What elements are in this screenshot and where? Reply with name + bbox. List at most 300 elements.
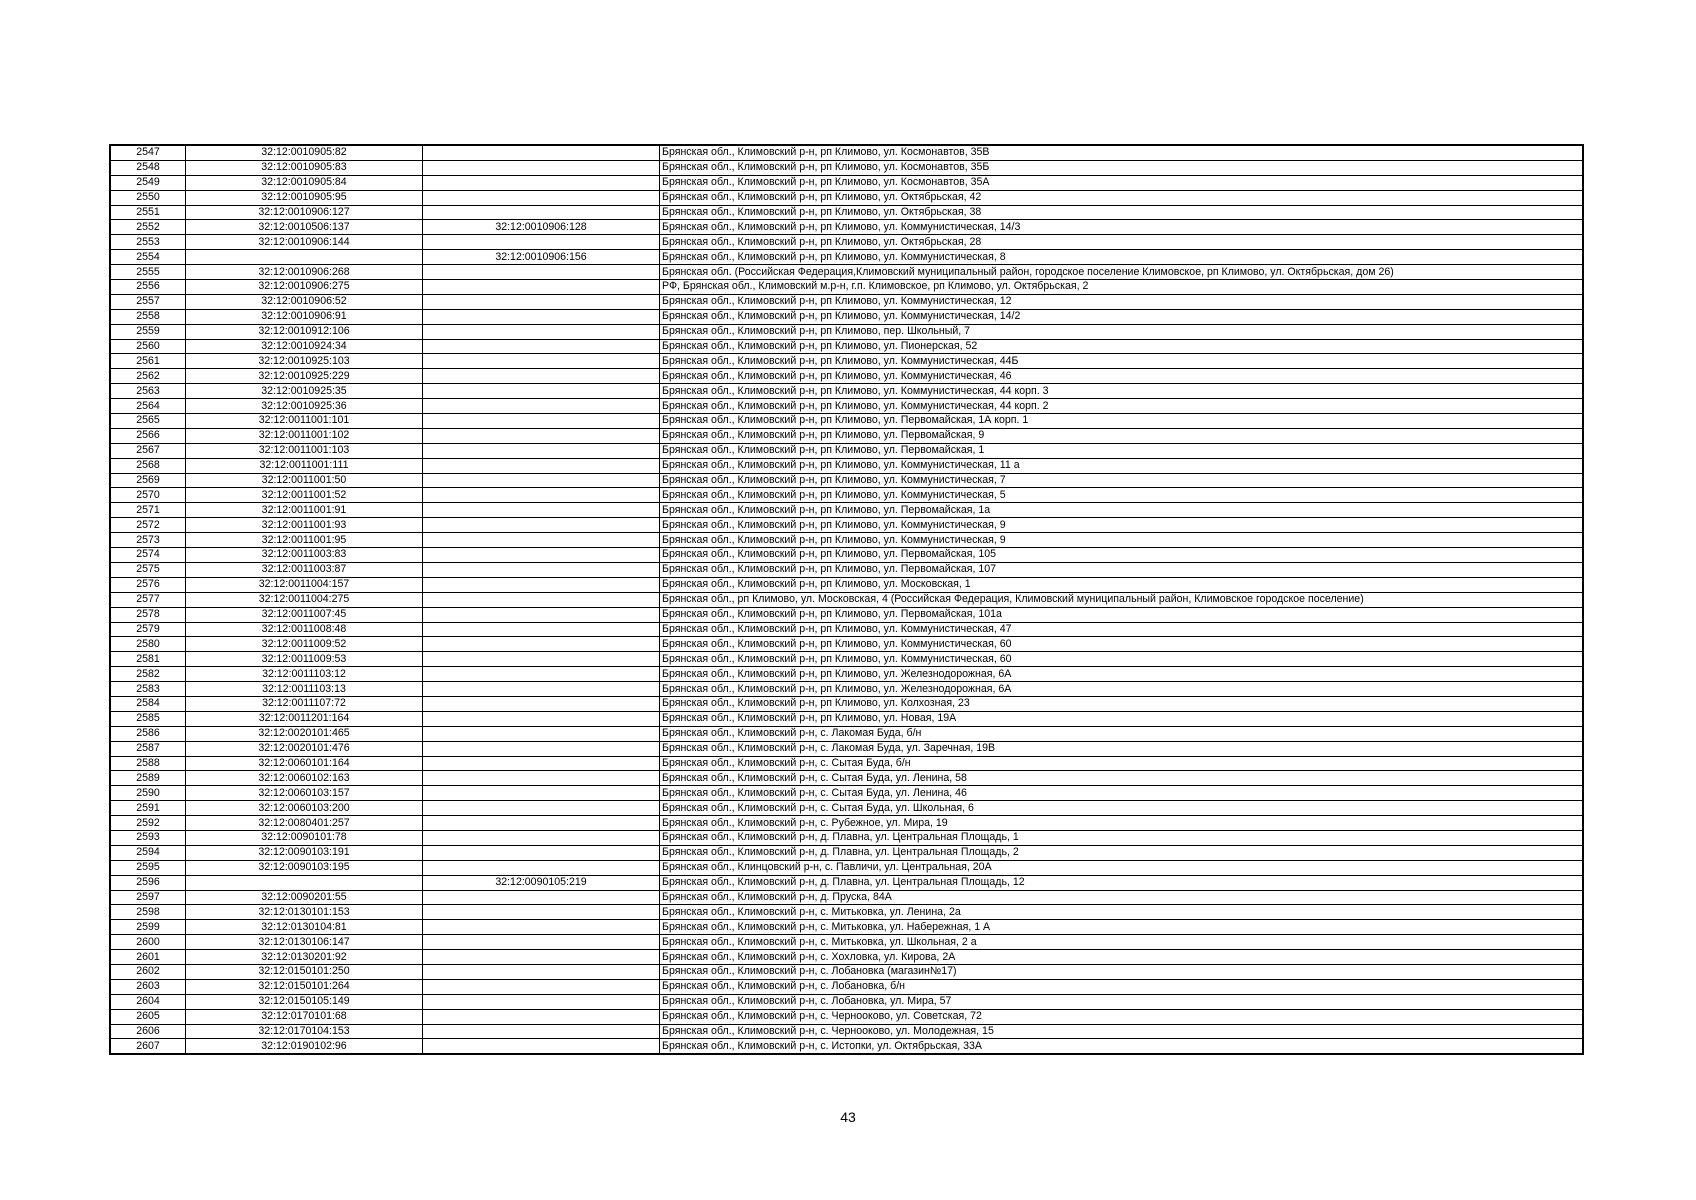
row-number-cell: 2607	[110, 1039, 186, 1054]
row-number-cell: 2575	[110, 562, 186, 577]
cadastral-number-cell: 32:12:0060102:163	[186, 771, 423, 786]
address-cell: Брянская обл., Климовский р-н, рп Климово, ул. Октябрьская, 28	[660, 235, 1584, 250]
secondary-cadastral-number-cell	[423, 950, 660, 965]
address-cell: Брянская обл., Климовский р-н, рп Климово, ул. Коммунистическая, 7	[660, 473, 1584, 488]
table-row	[110, 354, 1583, 369]
row-number-cell: 2549	[110, 175, 186, 190]
row-number-cell: 2593	[110, 830, 186, 845]
secondary-cadastral-number-cell	[423, 890, 660, 905]
row-number-cell: 2580	[110, 637, 186, 652]
row-number-cell: 2588	[110, 756, 186, 771]
cadastral-number-cell: 32:12:0150101:264	[186, 979, 423, 994]
table-row	[110, 577, 1583, 592]
table-row	[110, 830, 1583, 845]
address-cell: Брянская обл., Климовский р-н, с. Сытая Буда, ул. Школьная, 6	[660, 801, 1584, 816]
table-body	[110, 145, 1583, 1054]
cadastral-number-cell: 32:12:0130104:81	[186, 920, 423, 935]
cadastral-number-cell: 32:12:0011004:275	[186, 592, 423, 607]
table-row	[110, 145, 1583, 160]
secondary-cadastral-number-cell	[423, 160, 660, 175]
table-row	[110, 592, 1583, 607]
cadastral-number-cell: 32:12:0130106:147	[186, 935, 423, 950]
address-cell: Брянская обл., Климовский р-н, рп Климово, ул. Космонавтов, 35В	[660, 145, 1584, 160]
cadastral-number-cell: 32:12:0011201:164	[186, 711, 423, 726]
table-row	[110, 190, 1583, 205]
table-row	[110, 964, 1583, 979]
address-cell: Брянская обл., Климовский р-н, с. Истопки, ул. Октябрьская, 33А	[660, 1039, 1584, 1054]
row-number-cell: 2572	[110, 518, 186, 533]
table-row	[110, 816, 1583, 831]
secondary-cadastral-number-cell	[423, 979, 660, 994]
address-cell: Брянская обл. (Российская Федерация,Климовский муниципальный район, городское поселение Климовское, рп Климово, ул. Октябрьская, дом 26)	[660, 265, 1584, 280]
secondary-cadastral-number-cell	[423, 265, 660, 280]
row-number-cell: 2601	[110, 950, 186, 965]
cadastral-number-cell: 32:12:0170104:153	[186, 1024, 423, 1039]
row-number-cell: 2548	[110, 160, 186, 175]
address-cell: Брянская обл., Климовский р-н, рп Климово, ул. Железнодорожная, 6А	[660, 667, 1584, 682]
address-cell: Брянская обл., рп Климово, ул. Московская, 4 (Российская Федерация, Климовский муниципальный район, Климовское городское поселение)	[660, 592, 1584, 607]
secondary-cadastral-number-cell	[423, 1009, 660, 1024]
address-cell: Брянская обл., Климовский р-н, рп Климово, ул. Коммунистическая, 8	[660, 250, 1584, 265]
cadastral-number-cell: 32:12:0010925:36	[186, 399, 423, 414]
row-number-cell: 2552	[110, 220, 186, 235]
row-number-cell: 2550	[110, 190, 186, 205]
address-cell: Брянская обл., Климовский р-н, д. Плавна, ул. Центральная Площадь, 2	[660, 845, 1584, 860]
address-cell: Брянская обл., Климовский р-н, с. Лобановка, б/н	[660, 979, 1584, 994]
address-cell: Брянская обл., Климовский р-н, рп Климово, ул. Октябрьская, 38	[660, 205, 1584, 220]
cadastral-number-cell: 32:12:0090103:195	[186, 860, 423, 875]
table-row	[110, 607, 1583, 622]
row-number-cell: 2578	[110, 607, 186, 622]
row-number-cell: 2584	[110, 696, 186, 711]
row-number-cell: 2563	[110, 384, 186, 399]
cadastral-number-cell: 32:12:0011103:12	[186, 667, 423, 682]
row-number-cell: 2568	[110, 458, 186, 473]
row-number-cell: 2560	[110, 339, 186, 354]
table-row	[110, 771, 1583, 786]
cadastral-number-cell: 32:12:0011001:52	[186, 488, 423, 503]
table-row	[110, 845, 1583, 860]
address-cell: Брянская обл., Климовский р-н, рп Климово, ул. Первомайская, 101а	[660, 607, 1584, 622]
address-cell: Брянская обл., Климовский р-н, рп Климово, ул. Первомайская, 105	[660, 548, 1584, 563]
address-cell: Брянская обл., Климовский р-н, с. Лакомая Буда, б/н	[660, 726, 1584, 741]
secondary-cadastral-number-cell	[423, 726, 660, 741]
cadastral-number-cell: 32:12:0010906:268	[186, 265, 423, 280]
row-number-cell: 2605	[110, 1009, 186, 1024]
cadastral-number-cell: 32:12:0011001:111	[186, 458, 423, 473]
address-cell: Брянская обл., Климовский р-н, с. Чернооково, ул. Молодежная, 15	[660, 1024, 1584, 1039]
secondary-cadastral-number-cell	[423, 786, 660, 801]
address-cell: Брянская обл., Климовский р-н, рп Климово, ул. Новая, 19А	[660, 711, 1584, 726]
cadastral-number-cell: 32:12:0090101:78	[186, 830, 423, 845]
row-number-cell: 2558	[110, 309, 186, 324]
row-number-cell: 2587	[110, 741, 186, 756]
secondary-cadastral-number-cell: 32:12:0010906:128	[423, 220, 660, 235]
table-row	[110, 443, 1583, 458]
row-number-cell: 2604	[110, 994, 186, 1009]
row-number-cell: 2555	[110, 265, 186, 280]
table-row	[110, 950, 1583, 965]
table-row	[110, 1009, 1583, 1024]
secondary-cadastral-number-cell	[423, 1039, 660, 1054]
secondary-cadastral-number-cell	[423, 324, 660, 339]
table-row	[110, 324, 1583, 339]
cadastral-number-cell: 32:12:0011107:72	[186, 696, 423, 711]
cadastral-number-cell: 32:12:0150105:149	[186, 994, 423, 1009]
secondary-cadastral-number-cell	[423, 503, 660, 518]
table-row	[110, 473, 1583, 488]
cadastral-number-cell: 32:12:0011003:83	[186, 548, 423, 563]
address-cell: Брянская обл., Климовский р-н, рп Климово, ул. Первомайская, 1	[660, 443, 1584, 458]
table-row	[110, 309, 1583, 324]
secondary-cadastral-number-cell	[423, 860, 660, 875]
address-cell: Брянская обл., Климовский р-н, с. Лакомая Буда, ул. Заречная, 19В	[660, 741, 1584, 756]
cadastral-number-cell: 32:12:0130101:153	[186, 905, 423, 920]
cadastral-number-cell: 32:12:0011001:103	[186, 443, 423, 458]
secondary-cadastral-number-cell	[423, 756, 660, 771]
cadastral-number-cell: 32:12:0010912:106	[186, 324, 423, 339]
secondary-cadastral-number-cell	[423, 607, 660, 622]
row-number-cell: 2603	[110, 979, 186, 994]
secondary-cadastral-number-cell	[423, 682, 660, 697]
secondary-cadastral-number-cell	[423, 592, 660, 607]
table-row	[110, 696, 1583, 711]
table-row	[110, 637, 1583, 652]
cadastral-number-cell: 32:12:0010924:34	[186, 339, 423, 354]
cadastral-number-cell: 32:12:0011103:13	[186, 682, 423, 697]
secondary-cadastral-number-cell	[423, 920, 660, 935]
secondary-cadastral-number-cell: 32:12:0090105:219	[423, 875, 660, 890]
secondary-cadastral-number-cell	[423, 801, 660, 816]
cadastral-number-cell: 32:12:0010906:91	[186, 309, 423, 324]
table-row	[110, 682, 1583, 697]
row-number-cell: 2551	[110, 205, 186, 220]
secondary-cadastral-number-cell	[423, 414, 660, 429]
table-row	[110, 920, 1583, 935]
cadastral-number-cell: 32:12:0150101:250	[186, 964, 423, 979]
table-row	[110, 652, 1583, 667]
address-cell: Брянская обл., Климовский р-н, рп Климово, ул. Железнодорожная, 6А	[660, 682, 1584, 697]
secondary-cadastral-number-cell	[423, 935, 660, 950]
table-row	[110, 711, 1583, 726]
row-number-cell: 2567	[110, 443, 186, 458]
cadastral-number-cell: 32:12:0011001:101	[186, 414, 423, 429]
table-row	[110, 1024, 1583, 1039]
secondary-cadastral-number-cell	[423, 562, 660, 577]
secondary-cadastral-number-cell	[423, 473, 660, 488]
row-number-cell: 2591	[110, 801, 186, 816]
table-row	[110, 533, 1583, 548]
address-cell: Брянская обл., Климовский р-н, рп Климово, ул. Космонавтов, 35Б	[660, 160, 1584, 175]
row-number-cell: 2599	[110, 920, 186, 935]
secondary-cadastral-number-cell	[423, 488, 660, 503]
table-row	[110, 1039, 1583, 1054]
cadastral-number-cell: 32:12:0011001:95	[186, 533, 423, 548]
cadastral-number-cell: 32:12:0010905:95	[186, 190, 423, 205]
table-row	[110, 726, 1583, 741]
table-row	[110, 414, 1583, 429]
address-cell: Брянская обл., Климовский р-н, с. Митьковка, ул. Школьная, 2 а	[660, 935, 1584, 950]
table-row	[110, 786, 1583, 801]
secondary-cadastral-number-cell	[423, 711, 660, 726]
address-cell: Брянская обл., Климовский р-н, рп Климово, ул. Московская, 1	[660, 577, 1584, 592]
cadastral-number-cell: 32:12:0020101:465	[186, 726, 423, 741]
cadastral-number-cell: 32:12:0060101:164	[186, 756, 423, 771]
row-number-cell: 2562	[110, 369, 186, 384]
cadastral-number-cell: 32:12:0011001:91	[186, 503, 423, 518]
cadastral-number-cell: 32:12:0010905:82	[186, 145, 423, 160]
address-cell: Брянская обл., Климовский р-н, рп Климово, ул. Коммунистическая, 5	[660, 488, 1584, 503]
table-row	[110, 935, 1583, 950]
row-number-cell: 2590	[110, 786, 186, 801]
row-number-cell: 2594	[110, 845, 186, 860]
address-cell: Брянская обл., Климовский р-н, д. Плавна, ул. Центральная Площадь, 1	[660, 830, 1584, 845]
cadastral-number-cell: 32:12:0011003:87	[186, 562, 423, 577]
cadastral-number-cell: 32:12:0060103:200	[186, 801, 423, 816]
row-number-cell: 2565	[110, 414, 186, 429]
address-cell: Брянская обл., Климовский р-н, с. Митьковка, ул. Ленина, 2а	[660, 905, 1584, 920]
secondary-cadastral-number-cell	[423, 533, 660, 548]
address-cell: Брянская обл., Климовский р-н, рп Климово, ул. Коммунистическая, 47	[660, 622, 1584, 637]
secondary-cadastral-number-cell	[423, 905, 660, 920]
address-cell: Брянская обл., Климовский р-н, с. Сытая Буда, ул. Ленина, 58	[660, 771, 1584, 786]
row-number-cell: 2586	[110, 726, 186, 741]
secondary-cadastral-number-cell	[423, 399, 660, 414]
cadastral-number-cell: 32:12:0010925:35	[186, 384, 423, 399]
row-number-cell: 2559	[110, 324, 186, 339]
row-number-cell: 2585	[110, 711, 186, 726]
address-cell: Брянская обл., Климовский р-н, рп Климово, ул. Коммунистическая, 44 корп. 2	[660, 399, 1584, 414]
address-cell: Брянская обл., Климовский р-н, с. Сытая Буда, б/н	[660, 756, 1584, 771]
secondary-cadastral-number-cell	[423, 205, 660, 220]
row-number-cell: 2569	[110, 473, 186, 488]
table-row	[110, 622, 1583, 637]
secondary-cadastral-number-cell	[423, 696, 660, 711]
table-row	[110, 890, 1583, 905]
row-number-cell: 2602	[110, 964, 186, 979]
address-cell: Брянская обл., Климовский р-н, рп Климово, ул. Октябрьская, 42	[660, 190, 1584, 205]
row-number-cell: 2557	[110, 294, 186, 309]
cadastral-number-cell: 32:12:0090103:191	[186, 845, 423, 860]
address-cell: Брянская обл., Климовский р-н, рп Климово, ул. Коммунистическая, 12	[660, 294, 1584, 309]
row-number-cell: 2566	[110, 428, 186, 443]
row-number-cell: 2597	[110, 890, 186, 905]
address-cell: Брянская обл., Климовский р-н, с. Рубежное, ул. Мира, 19	[660, 816, 1584, 831]
row-number-cell: 2553	[110, 235, 186, 250]
table-row	[110, 518, 1583, 533]
address-cell: Брянская обл., Климовский р-н, д. Плавна, ул. Центральная Площадь, 12	[660, 875, 1584, 890]
secondary-cadastral-number-cell	[423, 771, 660, 786]
address-cell: Брянская обл., Климовский р-н, рп Климово, ул. Первомайская, 107	[660, 562, 1584, 577]
secondary-cadastral-number-cell	[423, 428, 660, 443]
address-cell: Брянская обл., Климовский р-н, рп Климово, пер. Школьный, 7	[660, 324, 1584, 339]
row-number-cell: 2554	[110, 250, 186, 265]
address-cell: Брянская обл., Климовский р-н, рп Климово, ул. Коммунистическая, 11 а	[660, 458, 1584, 473]
secondary-cadastral-number-cell	[423, 294, 660, 309]
table-row	[110, 741, 1583, 756]
row-number-cell: 2582	[110, 667, 186, 682]
cadastral-number-cell: 32:12:0010905:84	[186, 175, 423, 190]
address-cell: Брянская обл., Климовский р-н, рп Климово, ул. Коммунистическая, 60	[660, 652, 1584, 667]
row-number-cell: 2564	[110, 399, 186, 414]
row-number-cell: 2583	[110, 682, 186, 697]
cadastral-number-cell: 32:12:0011004:157	[186, 577, 423, 592]
row-number-cell: 2576	[110, 577, 186, 592]
row-number-cell: 2579	[110, 622, 186, 637]
secondary-cadastral-number-cell	[423, 637, 660, 652]
row-number-cell: 2571	[110, 503, 186, 518]
address-cell: Брянская обл., Климовский р-н, рп Климово, ул. Коммунистическая, 44 корп. 3	[660, 384, 1584, 399]
secondary-cadastral-number-cell	[423, 548, 660, 563]
table-row	[110, 280, 1583, 295]
address-cell: Брянская обл., Климовский р-н, с. Хохловка, ул. Кирова, 2А	[660, 950, 1584, 965]
table-row	[110, 384, 1583, 399]
table-row	[110, 294, 1583, 309]
table-row	[110, 905, 1583, 920]
address-cell: Брянская обл., Климовский р-н, рп Климово, ул. Коммунистическая, 14/3	[660, 220, 1584, 235]
address-cell: Брянская обл., Климовский р-н, рп Климово, ул. Первомайская, 9	[660, 428, 1584, 443]
secondary-cadastral-number-cell	[423, 577, 660, 592]
row-number-cell: 2592	[110, 816, 186, 831]
secondary-cadastral-number-cell	[423, 145, 660, 160]
row-number-cell: 2595	[110, 860, 186, 875]
secondary-cadastral-number-cell: 32:12:0010906:156	[423, 250, 660, 265]
secondary-cadastral-number-cell	[423, 443, 660, 458]
table-row	[110, 369, 1583, 384]
table-row	[110, 548, 1583, 563]
cadastral-number-cell: 32:12:0011007:45	[186, 607, 423, 622]
table-row	[110, 175, 1583, 190]
address-cell: Брянская обл., Климовский р-н, рп Климово, ул. Колхозная, 23	[660, 696, 1584, 711]
row-number-cell: 2577	[110, 592, 186, 607]
cadastral-number-cell: 32:12:0190102:96	[186, 1039, 423, 1054]
address-cell: Брянская обл., Климовский р-н, с. Лобановка (магазин№17)	[660, 964, 1584, 979]
table-row	[110, 235, 1583, 250]
cadastral-number-cell: 32:12:0011001:102	[186, 428, 423, 443]
secondary-cadastral-number-cell	[423, 994, 660, 1009]
address-cell: Брянская обл., Климовский р-н, рп Климово, ул. Коммунистическая, 14/2	[660, 309, 1584, 324]
address-cell: Брянская обл., Климовский р-н, рп Климово, ул. Коммунистическая, 9	[660, 518, 1584, 533]
table-row	[110, 756, 1583, 771]
table-row	[110, 250, 1583, 265]
cadastral-number-cell: 32:12:0011001:93	[186, 518, 423, 533]
cadastral-number-cell: 32:12:0130201:92	[186, 950, 423, 965]
secondary-cadastral-number-cell	[423, 339, 660, 354]
secondary-cadastral-number-cell	[423, 384, 660, 399]
row-number-cell: 2574	[110, 548, 186, 563]
secondary-cadastral-number-cell	[423, 741, 660, 756]
property-table	[109, 144, 1584, 1055]
secondary-cadastral-number-cell	[423, 354, 660, 369]
cadastral-number-cell: 32:12:0010906:127	[186, 205, 423, 220]
cadastral-number-cell: 32:12:0011001:50	[186, 473, 423, 488]
secondary-cadastral-number-cell	[423, 235, 660, 250]
cadastral-number-cell: 32:12:0090201:55	[186, 890, 423, 905]
table-row	[110, 860, 1583, 875]
cadastral-number-cell: 32:12:0170101:68	[186, 1009, 423, 1024]
table-row	[110, 339, 1583, 354]
secondary-cadastral-number-cell	[423, 175, 660, 190]
row-number-cell: 2573	[110, 533, 186, 548]
cadastral-number-cell: 32:12:0010925:229	[186, 369, 423, 384]
secondary-cadastral-number-cell	[423, 190, 660, 205]
secondary-cadastral-number-cell	[423, 309, 660, 324]
table-row	[110, 562, 1583, 577]
table-row	[110, 205, 1583, 220]
row-number-cell: 2547	[110, 145, 186, 160]
address-cell: Брянская обл., Климовский р-н, д. Пруска, 84А	[660, 890, 1584, 905]
cadastral-number-cell: 32:12:0010906:52	[186, 294, 423, 309]
cadastral-number-cell: 32:12:0060103:157	[186, 786, 423, 801]
row-number-cell: 2581	[110, 652, 186, 667]
table-row	[110, 220, 1583, 235]
row-number-cell: 2606	[110, 1024, 186, 1039]
row-number-cell: 2600	[110, 935, 186, 950]
table-row	[110, 488, 1583, 503]
secondary-cadastral-number-cell	[423, 830, 660, 845]
table-row	[110, 801, 1583, 816]
address-cell: Брянская обл., Климовский р-н, рп Климово, ул. Коммунистическая, 44Б	[660, 354, 1584, 369]
address-cell: Брянская обл., Климовский р-н, рп Климово, ул. Первомайская, 1А корп. 1	[660, 414, 1584, 429]
cadastral-number-cell	[186, 250, 423, 265]
address-cell: Брянская обл., Климовский р-н, рп Климово, ул. Коммунистическая, 46	[660, 369, 1584, 384]
secondary-cadastral-number-cell	[423, 816, 660, 831]
table-row	[110, 428, 1583, 443]
table-row	[110, 994, 1583, 1009]
secondary-cadastral-number-cell	[423, 369, 660, 384]
address-cell: Брянская обл., Климовский р-н, рп Климово, ул. Пионерская, 52	[660, 339, 1584, 354]
secondary-cadastral-number-cell	[423, 652, 660, 667]
row-number-cell: 2556	[110, 280, 186, 295]
page-number: 43	[840, 1109, 856, 1125]
address-cell: Брянская обл., Климовский р-н, с. Сытая Буда, ул. Ленина, 46	[660, 786, 1584, 801]
table-row	[110, 399, 1583, 414]
address-cell: Брянская обл., Клинцовский р-н, с. Павличи, ул. Центральная, 20А	[660, 860, 1584, 875]
cadastral-number-cell: 32:12:0020101:476	[186, 741, 423, 756]
address-cell: Брянская обл., Климовский р-н, рп Климово, ул. Коммунистическая, 9	[660, 533, 1584, 548]
cadastral-number-cell: 32:12:0080401:257	[186, 816, 423, 831]
secondary-cadastral-number-cell	[423, 518, 660, 533]
row-number-cell: 2598	[110, 905, 186, 920]
table-row	[110, 875, 1583, 890]
row-number-cell: 2570	[110, 488, 186, 503]
cadastral-number-cell: 32:12:0011009:52	[186, 637, 423, 652]
secondary-cadastral-number-cell	[423, 964, 660, 979]
secondary-cadastral-number-cell	[423, 667, 660, 682]
address-cell: Брянская обл., Климовский р-н, рп Климово, ул. Космонавтов, 35А	[660, 175, 1584, 190]
table-row	[110, 265, 1583, 280]
row-number-cell: 2589	[110, 771, 186, 786]
secondary-cadastral-number-cell	[423, 845, 660, 860]
cadastral-number-cell: 32:12:0010925:103	[186, 354, 423, 369]
address-cell: Брянская обл., Климовский р-н, с. Митьковка, ул. Набережная, 1 А	[660, 920, 1584, 935]
cadastral-number-cell: 32:12:0010906:275	[186, 280, 423, 295]
address-cell: Брянская обл., Климовский р-н, с. Лобановка, ул. Мира, 57	[660, 994, 1584, 1009]
address-cell: РФ, Брянская обл., Климовский м.р-н, г.п. Климовское, рп Климово, ул. Октябрьская, 2	[660, 280, 1584, 295]
table-row	[110, 458, 1583, 473]
table-row	[110, 979, 1583, 994]
address-cell: Брянская обл., Климовский р-н, рп Климово, ул. Коммунистическая, 60	[660, 637, 1584, 652]
cadastral-number-cell: 32:12:0011009:53	[186, 652, 423, 667]
address-cell: Брянская обл., Климовский р-н, рп Климово, ул. Первомайская, 1а	[660, 503, 1584, 518]
secondary-cadastral-number-cell	[423, 458, 660, 473]
cadastral-number-cell: 32:12:0010506:137	[186, 220, 423, 235]
secondary-cadastral-number-cell	[423, 1024, 660, 1039]
table-row	[110, 160, 1583, 175]
cadastral-number-cell: 32:12:0011008:48	[186, 622, 423, 637]
row-number-cell: 2561	[110, 354, 186, 369]
table-row	[110, 503, 1583, 518]
